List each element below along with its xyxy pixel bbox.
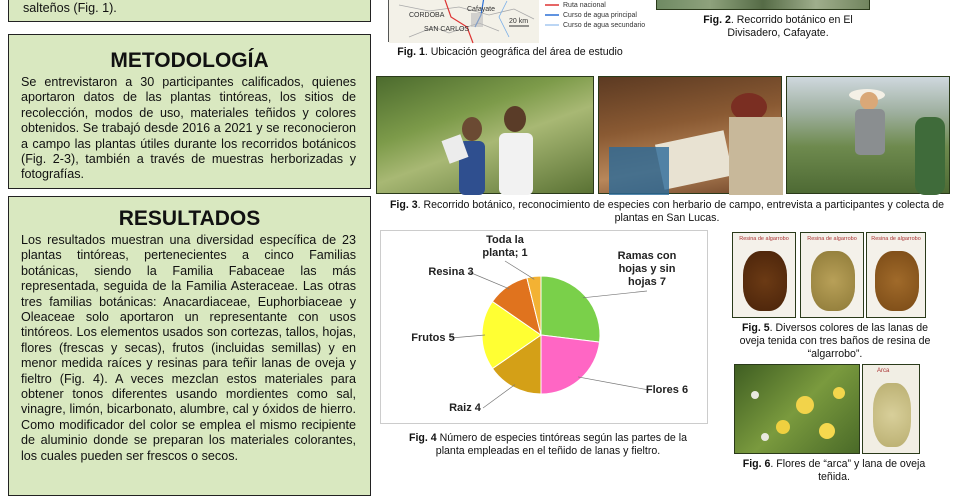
fig5-num: Fig. 5	[741, 322, 770, 334]
fig5-wool-sample-3	[866, 232, 926, 318]
fig6-text: . Flores de “arca” y lana de oveja teñida.	[770, 458, 926, 483]
pie-label-4: Resina 3	[428, 266, 474, 278]
fig5-wool-skein-3	[875, 251, 919, 311]
fig3-num: Fig. 3	[389, 199, 418, 211]
fig1-num: Fig. 1	[397, 46, 425, 58]
fig5-wool-label-3: Resina de algarrobo	[871, 236, 921, 242]
fig4-caption	[398, 432, 698, 458]
fig3-photo-interview-art	[377, 77, 595, 195]
fig5-wool-label-1: Resina de algarrobo	[739, 236, 789, 242]
map-drawing	[389, 0, 646, 43]
fig3-text: . Recorrido botánico, reconocimiento de especies con herbario de campo, entrevista a participantes y colecta de plantas en San Lucas.	[417, 199, 945, 224]
slice-flores	[541, 335, 600, 394]
fig2-text: . Recorrido botánico en El Divisadero, Cafayate.	[727, 14, 853, 39]
fig2-num: Fig. 2	[703, 14, 731, 26]
leader-line-0	[583, 291, 647, 298]
fig6-wool-photo	[862, 364, 920, 454]
fig6-flowers-art	[735, 365, 861, 455]
fig3-photo-collection-art	[787, 77, 951, 195]
fig6-wool-label: Arca	[877, 368, 890, 374]
map-legend-secondary-river: Curso de agua secundario	[563, 22, 646, 29]
fig6-num: Fig. 6	[742, 458, 771, 470]
leader-line-1	[578, 377, 649, 390]
fig6-wool-skein	[873, 383, 911, 447]
fig3-photo-interview	[376, 76, 594, 194]
pie-label-1: Flores 6	[645, 384, 689, 396]
fig6-flowers-photo	[734, 364, 860, 454]
resultados-box	[8, 196, 371, 496]
metodologia-text: Se entrevistaron a 30 participantes calificados, quienes aportaron datos de las plantas tintóreas, los sitios de recolección, modos de uso, materiales teñidos y colores obtenidos. Se trabajó desde 2016 a 2021 y se reconocieron a campo las plantas útiles durante los recorridos botánicos (Fig. 2-3), también a través de muestras herborizadas y fotografías.	[21, 75, 356, 182]
map-place-san-carlos: SAN CARLOS	[424, 26, 470, 33]
pie-chart	[381, 231, 709, 425]
fig1-text: . Ubicación geográfica del área de estudio	[424, 46, 623, 58]
intro-box	[8, 0, 371, 22]
leader-line-5	[505, 261, 534, 279]
fig5-wool-skein-2	[811, 251, 855, 311]
pie-label-3: Frutos 5	[411, 332, 455, 344]
slice-ramas	[541, 276, 600, 342]
resultados-title: RESULTADOS	[118, 207, 261, 230]
fig2-caption	[690, 14, 866, 40]
leader-line-4	[469, 272, 509, 289]
pie-chart-frame	[380, 230, 708, 424]
map-legend-road: Ruta nacional	[563, 2, 606, 9]
map-figure	[388, 0, 646, 42]
fig5-wool-skein-1	[743, 251, 787, 311]
fig6-caption	[734, 458, 934, 484]
fig3-photo-herbarium-art	[599, 77, 783, 195]
fig5-text: . Diversos colores de las lanas de oveja tenida con tres baños de resina de “algarrobo”.	[739, 322, 931, 360]
map-legend-main-river: Curso de agua principal	[563, 12, 637, 19]
fig4-text: Número de especies tintóreas según las partes de la planta empleadas en el teñido de lanas y fieltro.	[435, 432, 687, 457]
metodologia-title: METODOLOGÍA	[110, 49, 269, 72]
fig3-caption	[384, 199, 950, 225]
leader-line-3	[451, 335, 485, 338]
map-place-cordoba: CORDOBA	[409, 12, 445, 19]
fig3-photo-collection	[786, 76, 950, 194]
fig5-caption	[728, 322, 942, 361]
fig4-num: Fig. 4	[409, 432, 437, 444]
map-place-cafayate: Cafayate	[467, 6, 496, 13]
pie-label-5: Toda la planta; 1	[482, 234, 528, 259]
fig5-wool-label-2: Resina de algarrobo	[807, 236, 857, 242]
fig5-wool-sample-1	[732, 232, 796, 318]
map-scale: 20 km	[509, 18, 529, 25]
pie-label-2: Raiz 4	[449, 402, 481, 414]
fig5-wool-sample-2	[800, 232, 864, 318]
fig2-photo	[656, 0, 870, 10]
resultados-text: Los resultados muestran una diversidad específica de 23 plantas tintóreas, pertenecientes a cinco Familias botánicas, siendo la Familia Fabaceae las más representada, seguida de la Familia Asteraceae. Las otras tres familias botánicas: Anacardiaceae, Euphorbiaceae y Oleaceae solo aportaron un representante con usos tintóreos. Los elementos usados son cortezas, tallos, hojas, flores (frescas y secas), frutos (incluidas semillas) y en menor medida raíces y resinas para teñir lanas de oveja y fieltro (Fig. 4). A veces mezclan estos materiales para obtener tonos diferentes usando mordientes como sal, vinagre, limón, bicarbonato, alumbre, cal y óxidos de hierro. Como modificador del color se emplea el mismo recipiente de aluminio donde se preparan los materiales colorantes, los cuales pueden ser frescos o secos.	[21, 233, 356, 463]
fig3-photo-herbarium	[598, 76, 782, 194]
metodologia-box	[8, 34, 371, 189]
pie-label-0: Ramas con hojas y sin hojas 7	[617, 250, 677, 288]
fig1-caption	[392, 46, 628, 59]
leader-line-2	[483, 385, 515, 408]
intro-text: salteños (Fig. 1).	[23, 1, 117, 15]
